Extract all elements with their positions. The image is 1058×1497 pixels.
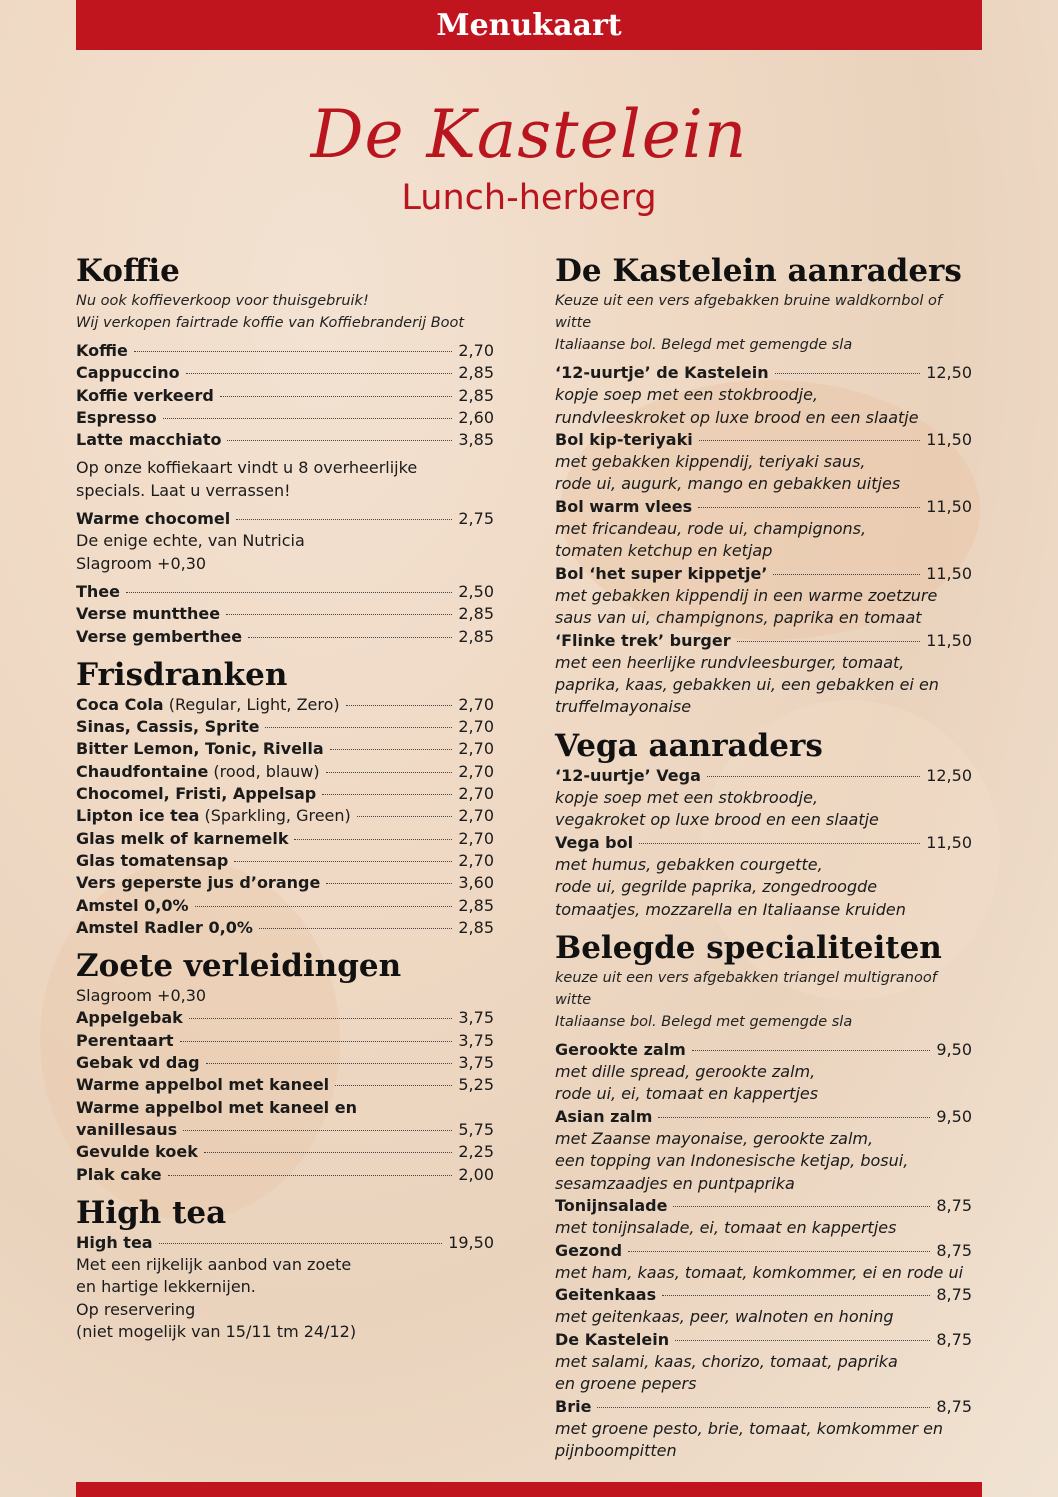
item-name [76,626,242,648]
menu-item [555,1039,972,1061]
menu-item [76,1074,494,1096]
menu-item [76,1141,494,1163]
leader-dots [248,637,452,638]
leader-dots [675,1340,930,1341]
leader-dots [658,1117,930,1118]
item-description: (niet mogelijk van 15/11 tm 24/12) [76,1321,357,1341]
item-price: 3,75 [458,1030,494,1050]
item-name-text: ‘Flinke trek’ burger [555,630,731,650]
item-description: met gebakken kippendij in een warme zoetzure [555,585,938,605]
item-name-text: De Kastelein [555,1329,670,1349]
section-note: Italiaanse bol. Belegd met gemengde sla [555,1013,853,1030]
section-koffie [76,252,494,648]
item-name-text: Asian zalm [555,1106,653,1126]
section-note: Italiaanse bol. Belegd met gemengde sla [555,337,853,353]
item-price: 2,25 [458,1142,494,1162]
menu-list [76,1007,494,1096]
item-name [76,1164,162,1186]
item-name: Warme chocomel [76,509,231,529]
leader-dots [183,1130,452,1131]
item-price: 2,70 [458,341,494,360]
menu-item [76,1030,494,1052]
item-description: met dille spread, gerookte zalm, [555,1062,816,1082]
item-description: De enige echte, van Nutricia [76,531,305,551]
item-price: 12,50 [926,765,972,785]
section-title: Frisdranken [76,656,288,693]
menu-item [76,850,494,872]
menu-item [76,895,494,917]
menu-item [76,340,494,362]
section-title: Vega aanraders [555,727,823,764]
restaurant-logo-title: De Kastelein [310,96,748,173]
item-name-text: Gebak vd dag [76,1053,200,1073]
item-price: 5,25 [458,1075,494,1095]
item-name [555,1106,652,1128]
menu-item [555,1329,972,1351]
leader-dots [186,373,453,374]
item-price: 11,50 [926,496,972,516]
leader-dots [322,794,452,795]
section-note: Slagroom +0,30 [76,986,207,1006]
item-description: rode ui, augurk, mango en gebakken uitjes [555,474,901,494]
leader-dots [236,519,452,520]
restaurant-subtitle: Lunch-herberg [401,178,657,218]
menu-item [76,805,494,827]
menu-item [76,738,494,760]
item-name [76,872,320,894]
item-name [555,1284,656,1306]
item-variant: (Sparkling, Green) [199,806,351,826]
section-frisdranken [76,656,494,939]
item-name [76,407,157,429]
item-price: 2,85 [458,604,494,624]
item-description: met geitenkaas, peer, walnoten en honing [555,1307,894,1327]
section-note: Keuze uit een vers afgebakken bruine waldkornbol of witte [555,293,942,331]
item-name-text: ‘12-uurtje’ Vega [555,765,701,785]
item-name [555,362,769,384]
specials-text: Op onze koffiekaart vindt u 8 overheerlijke [76,458,418,478]
item-name [555,563,767,585]
item-price: 2,85 [458,626,494,646]
item-name [76,1007,183,1029]
item-price: 2,60 [458,407,494,427]
item-description: kopje soep met een stokbroodje, [555,788,819,808]
item-price: 2,70 [458,850,494,870]
leader-dots [134,351,453,352]
item-name [555,832,633,854]
menu-item [76,581,494,603]
item-name [76,340,128,362]
leader-dots [773,574,920,575]
item-name-text: Cappuccino [76,363,180,383]
item-name-text: Bitter Lemon, Tonic, Rivella [76,739,324,759]
menu-item [555,832,972,854]
item-price: 2,70 [458,717,494,737]
menu-item [76,626,494,648]
item-description: en groene pepers [555,1374,697,1394]
menu-item [76,761,494,783]
item-name-text: Appelgebak [76,1008,183,1028]
section-note: Nu ook koffieverkoop voor thuisgebruik! [76,293,369,309]
item-description: vegakroket op luxe brood en een slaatje [555,810,879,830]
item-name [76,694,340,716]
menu-list [555,362,972,719]
right-column [555,252,972,1462]
item-price: 3,85 [458,430,494,450]
item-name [76,716,259,738]
item-name [555,496,692,518]
item-price: 3,60 [458,873,494,893]
menu-list [76,581,494,648]
menu-item [76,1052,494,1074]
item-name-text: Bol kip-teriyaki [555,429,693,449]
item-description: een topping van Indonesische ketjap, bosui, [555,1151,909,1171]
leader-dots [737,641,921,642]
menu-item [555,1195,972,1217]
item-price: 8,75 [936,1240,972,1260]
menu-item [555,1240,972,1262]
leader-dots [597,1407,930,1408]
item-price: 2,70 [458,806,494,826]
item-description: sesamzaadjes en puntpaprika [555,1173,795,1193]
menu-item [555,630,972,652]
item-price: 2,70 [458,828,494,848]
item-name [76,429,221,451]
item-description: kopje soep met een stokbroodje, [555,385,819,405]
section-zoete [76,947,494,1186]
item-variant: (rood, blauw) [208,761,320,781]
section-note: Wij verkopen fairtrade koffie van Koffiebranderij Boot [76,315,465,331]
leader-dots [265,727,452,728]
item-description: rundvleeskroket op luxe brood en een slaatje [555,407,919,427]
item-description: paprika, kaas, gebakken ui, een gebakken ei en [555,675,939,695]
item-name [555,429,693,451]
menu-item [76,917,494,939]
specials-text: specials. Laat u verrassen! [76,480,291,500]
item-name: vanillesaus [76,1119,178,1139]
item-name-text: Espresso [76,407,157,427]
menu-banner: Menukaart [76,0,982,50]
item-description: saus van ui, champignons, paprika en tomaat [555,608,922,628]
leader-dots [234,861,452,862]
item-name [76,1052,200,1074]
item-description: tomaten ketchup en ketjap [555,541,773,561]
item-name-text: Koffie verkeerd [76,385,214,405]
item-name-text: Amstel Radler 0,0% [76,917,253,937]
leader-dots [346,705,453,706]
item-price: 9,50 [936,1106,972,1126]
item-description: Slagroom +0,30 [76,553,207,573]
item-name-text: Amstel 0,0% [76,895,189,915]
menu-item [76,508,494,530]
item-price: 2,00 [458,1164,494,1184]
menu-item [555,765,972,787]
item-description: rode ui, ei, tomaat en kappertjes [555,1084,819,1104]
leader-dots [335,1085,452,1086]
menu-item [76,872,494,894]
section-hightea [76,1194,494,1343]
item-name-line: Warme appelbol met kaneel en [76,1097,357,1117]
item-name [76,603,220,625]
item-description: met Zaanse mayonaise, gerookte zalm, [555,1129,874,1149]
item-price: 12,50 [926,363,972,382]
item-price: 3,75 [458,1008,494,1028]
item-price: 8,75 [936,1329,972,1349]
menu-item [76,362,494,384]
item-description: met groene pesto, brie, tomaat, komkommer en [555,1418,944,1438]
item-description: met een heerlijke rundvleesburger, tomaat, [555,652,905,672]
item-price: 2,70 [458,761,494,781]
item-name [76,1141,198,1163]
menu-item [76,1164,494,1186]
menu-item [76,385,494,407]
item-price: 19,50 [448,1232,494,1252]
item-name [76,917,253,939]
item-name-text: Gerookte zalm [555,1039,686,1059]
item-name-text: Plak cake [76,1164,162,1184]
item-name-text: Verse gemberthee [76,626,243,646]
item-name [76,850,228,872]
item-name-text: ‘12-uurtje’ de Kastelein [555,363,769,382]
item-description: met salami, kaas, chorizo, tomaat, paprika [555,1351,898,1371]
menu-item [76,429,494,451]
leader-dots [180,1041,453,1042]
leader-dots [707,776,920,777]
item-name [76,385,214,407]
leader-dots [126,592,452,593]
item-price: 2,70 [458,784,494,804]
item-price: 3,75 [458,1053,494,1073]
item-name [555,1396,591,1418]
menu-list [76,694,494,939]
leader-dots [259,928,453,929]
item-name-text: Perentaart [76,1030,174,1050]
item-name-text: Gezond [555,1240,623,1260]
bottom-bar [76,1482,982,1497]
section-title: Koffie [76,253,180,289]
leader-dots [204,1152,453,1153]
item-name: High tea [76,1232,153,1252]
item-price: 11,50 [926,630,972,650]
item-description: pijnboompitten [555,1441,677,1461]
leader-dots [163,418,453,419]
item-description: met humus, gebakken courgette, [555,854,823,874]
item-name [76,1030,174,1052]
item-name-text: Thee [76,581,121,601]
item-name-text: Warme appelbol met kaneel [76,1075,330,1095]
section-title: De Kastelein aanraders [555,253,962,289]
item-name-text: Brie [555,1396,592,1416]
menu-item [555,496,972,518]
item-name [555,1240,622,1262]
item-name-text: Glas melk of karnemelk [76,828,289,848]
leader-dots [775,373,921,374]
item-description: rode ui, gegrilde paprika, zongedroogde [555,877,878,897]
item-name-text: Chocomel, Fristi, Appelsap [76,784,317,804]
leader-dots [326,772,453,773]
item-name [555,1329,669,1351]
item-price: 2,85 [458,385,494,405]
item-variant: (Regular, Light, Zero) [163,694,340,714]
leader-dots [673,1206,930,1207]
menu-list [555,765,972,921]
item-description: met fricandeau, rode ui, champignons, [555,519,867,539]
item-name-text: Lipton ice tea [76,806,200,826]
item-name [555,765,701,787]
item-name-text: Vega bol [555,832,634,852]
leader-dots [195,906,453,907]
item-price: 5,75 [458,1119,494,1139]
left-column [76,252,494,1343]
leader-dots [628,1251,930,1252]
item-description: truffelmayonaise [555,697,692,717]
menu-item [76,407,494,429]
leader-dots [692,1050,931,1051]
menu-item [555,362,972,384]
item-name [76,805,351,827]
item-name-text: Chaudfontaine [76,761,209,781]
section-title: Belegde specialiteiten [555,929,942,966]
item-name-text: Bol ‘het super kippetje’ [555,563,768,583]
item-name [76,828,288,850]
leader-dots [357,816,453,817]
menu-list [555,1039,972,1463]
leader-dots [220,396,453,397]
menu-item [555,429,972,451]
item-name [555,1195,667,1217]
item-price: 2,75 [458,509,494,529]
item-price: 2,70 [458,694,494,714]
item-name-text: Coca Cola [76,694,164,714]
item-price: 9,50 [936,1039,972,1059]
leader-dots [159,1243,443,1244]
leader-dots [206,1063,453,1064]
item-price: 2,85 [458,895,494,915]
item-description: Met een rijkelijk aanbod van zoete [76,1255,352,1275]
item-name [76,581,120,603]
item-name [76,783,316,805]
menu-item [555,563,972,585]
item-name [76,761,320,783]
item-price: 2,70 [458,739,494,759]
leader-dots [662,1295,930,1296]
item-name [76,362,180,384]
item-name [76,738,324,760]
item-name [76,1074,329,1096]
menu-item [76,1232,494,1254]
item-price: 2,85 [458,917,494,937]
menu-item [76,694,494,716]
leader-dots [699,440,921,441]
item-description: met ham, kaas, tomaat, komkommer, ei en rode ui [555,1262,964,1282]
item-name [555,1039,686,1061]
menu-item [76,1119,494,1141]
leader-dots [330,749,453,750]
menu-item [76,603,494,625]
item-name-text: Latte macchiato [76,430,222,450]
leader-dots [326,883,452,884]
menu-item [555,1106,972,1128]
section-vega [555,727,972,921]
item-price: 8,75 [936,1195,972,1215]
leader-dots [698,507,920,508]
item-description: met gebakken kippendij, teriyaki saus, [555,452,866,472]
leader-dots [226,614,452,615]
menu-list [76,340,494,451]
item-description: en hartige lekkernijen. [76,1277,256,1297]
item-name [76,895,189,917]
section-title: Zoete verleidingen [76,948,402,985]
item-price: 11,50 [926,832,972,852]
leader-dots [639,843,920,844]
leader-dots [294,839,452,840]
item-price: 8,75 [936,1285,972,1305]
item-price: 2,85 [458,363,494,383]
item-name-text: Vers geperste jus d’orange [76,873,321,893]
menu-item [76,1007,494,1029]
item-description: tomaatjes, mozzarella en Italiaanse kruiden [555,899,906,919]
leader-dots [189,1018,453,1019]
item-name-text: Glas tomatensap [76,850,229,870]
item-name [555,630,731,652]
item-name-text: Geitenkaas [555,1285,657,1305]
section-belegde [555,929,972,1463]
section-title: High tea [76,1194,227,1231]
menu-item [76,828,494,850]
item-price: 11,50 [926,429,972,449]
item-description: met tonijnsalade, ei, tomaat en kappertjes [555,1218,897,1238]
item-name-text: Koffie [76,341,128,360]
item-price: 11,50 [926,563,972,583]
section-aanraders [555,252,972,719]
item-description: Op reservering [76,1299,196,1319]
menu-item [555,1284,972,1306]
item-name-text: Verse muntthee [76,604,221,624]
leader-dots [227,440,452,441]
item-price: 8,75 [936,1396,972,1416]
leader-dots [168,1175,453,1176]
menu-item [555,1396,972,1418]
section-note: keuze uit een vers afgebakken triangel multigranoof witte [555,969,937,1008]
item-name-text: Sinas, Cassis, Sprite [76,717,260,737]
menu-item [76,716,494,738]
menu-item [76,783,494,805]
item-name-text: Bol warm vlees [555,496,693,516]
menu-list [76,1141,494,1186]
item-price: 2,50 [458,581,494,601]
item-name-text: Gevulde koek [76,1142,198,1162]
item-name-text: Tonijnsalade [555,1195,668,1215]
